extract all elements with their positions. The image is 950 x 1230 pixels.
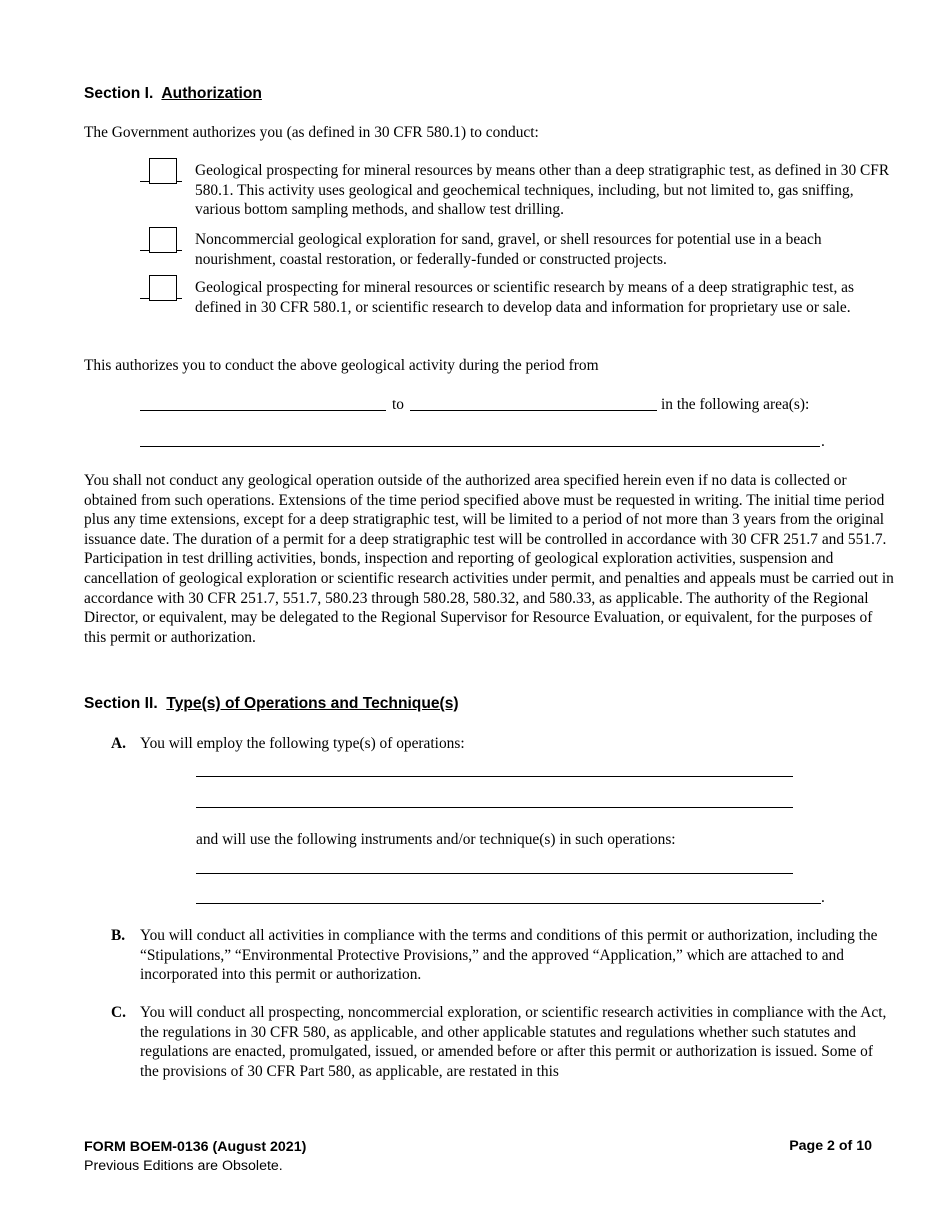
section-1-heading xyxy=(84,85,262,103)
to-label: to xyxy=(392,396,404,413)
option-3-text: Geological prospecting for mineral resources or scientific research by means of a deep stratigraphic test, as defined in 30 CFR 580.1, or scientific research to develop data and information for proprietary use or sale. xyxy=(195,279,854,316)
instruments-field-2[interactable] xyxy=(196,903,821,904)
start-date-field[interactable] xyxy=(140,410,386,411)
instruments-intro: and will use the following instruments and/or technique(s) in such operations: xyxy=(196,831,676,848)
end-date-field[interactable] xyxy=(410,410,657,411)
section-1-title: Authorization xyxy=(161,85,262,102)
item-b-letter: B. xyxy=(111,927,126,944)
option-3-checkbox[interactable] xyxy=(140,275,182,301)
authorization-body: You shall not conduct any geological operation outside of the authorized area specified herein even if no data is collected or obtained from such operations. Extensions of the time period specified above must be requested in writing. The initial time period plus any time extensions, except for a deep stratigraphic test, will be limited to a period of not more than 3 years from the original issuance date. The duration of a permit for a deep stratigraphic test will be controlled in accordance with 30 CFR 251.7 and 551.7. Participation in test drilling activities, bonds, inspection and reporting of geological exploration activities, suspension and cancellation of geological exploration or scientific research activities under permit, and penalties and appeals must be carried out in accordance with 30 CFR 251.7, 551.7, 580.23 through 580.28, 580.32, and 580.33, as applicable. The authority of the Regional Director, or equivalent, may be delegated to the Regional Supervisor for Resource Evaluation, or equivalent, for the purposes of this permit or authorization. xyxy=(84,472,894,646)
option-1-checkbox[interactable] xyxy=(140,158,182,184)
option-2-checkbox[interactable] xyxy=(140,227,182,253)
instruments-field-1[interactable] xyxy=(196,873,793,874)
footer-left xyxy=(84,1138,306,1176)
area-field[interactable] xyxy=(140,446,820,447)
authorization-intro: The Government authorizes you (as defined in 30 CFR 580.1) to conduct: xyxy=(84,124,539,141)
item-c-text: You will conduct all prospecting, noncommercial exploration, or scientific research activities in compliance with the Act, the regulations in 30 CFR 580, as applicable, and other applicable statutes and regulations whether such statutes and regulations are enacted, promulgated, issued, or amended before or after this permit or authorization is issued. Some of the provisions of 30 CFR Part 580, as applicable, are restated in this xyxy=(140,1004,887,1080)
instruments-end-period: . xyxy=(821,889,825,906)
item-a-letter: A. xyxy=(111,735,126,752)
item-c-letter: C. xyxy=(111,1004,126,1021)
section-2-title: Type(s) of Operations and Technique(s) xyxy=(166,695,459,712)
option-1-text: Geological prospecting for mineral resources by means other than a deep stratigraphic test, as defined in 30 CFR 580.1. This activity uses geological and geochemical techniques, including, but not limited to, gas sniffing, various bottom sampling methods, and shallow test drilling. xyxy=(195,162,890,219)
item-a-text: You will employ the following type(s) of operations: xyxy=(140,735,465,752)
area-label: in the following area(s): xyxy=(661,396,810,413)
obsolete-notice: Previous Editions are Obsolete. xyxy=(84,1158,283,1174)
area-end-period: . xyxy=(821,433,825,450)
period-intro: This authorizes you to conduct the above geological activity during the period from xyxy=(84,357,599,374)
section-2-heading xyxy=(84,695,459,713)
operations-field-1[interactable] xyxy=(196,776,793,777)
form-id: FORM BOEM-0136 (August 2021) xyxy=(84,1139,307,1155)
page-number: Page 2 of 10 xyxy=(789,1138,872,1154)
item-b-text: You will conduct all activities in compliance with the terms and conditions of this permit or authorization, including the “Stipulations,” “Environmental Protective Provisions,” and the approved “Application,” which are attached to and incorporated into this permit or authorization. xyxy=(140,927,878,984)
section-1-prefix: Section I. xyxy=(84,85,154,102)
option-2-text: Noncommercial geological exploration for sand, gravel, or shell resources for potential use in a beach nourishment, coastal restoration, or federally-funded or constructed projects. xyxy=(195,231,822,268)
section-2-prefix: Section II. xyxy=(84,695,158,712)
operations-field-2[interactable] xyxy=(196,807,793,808)
